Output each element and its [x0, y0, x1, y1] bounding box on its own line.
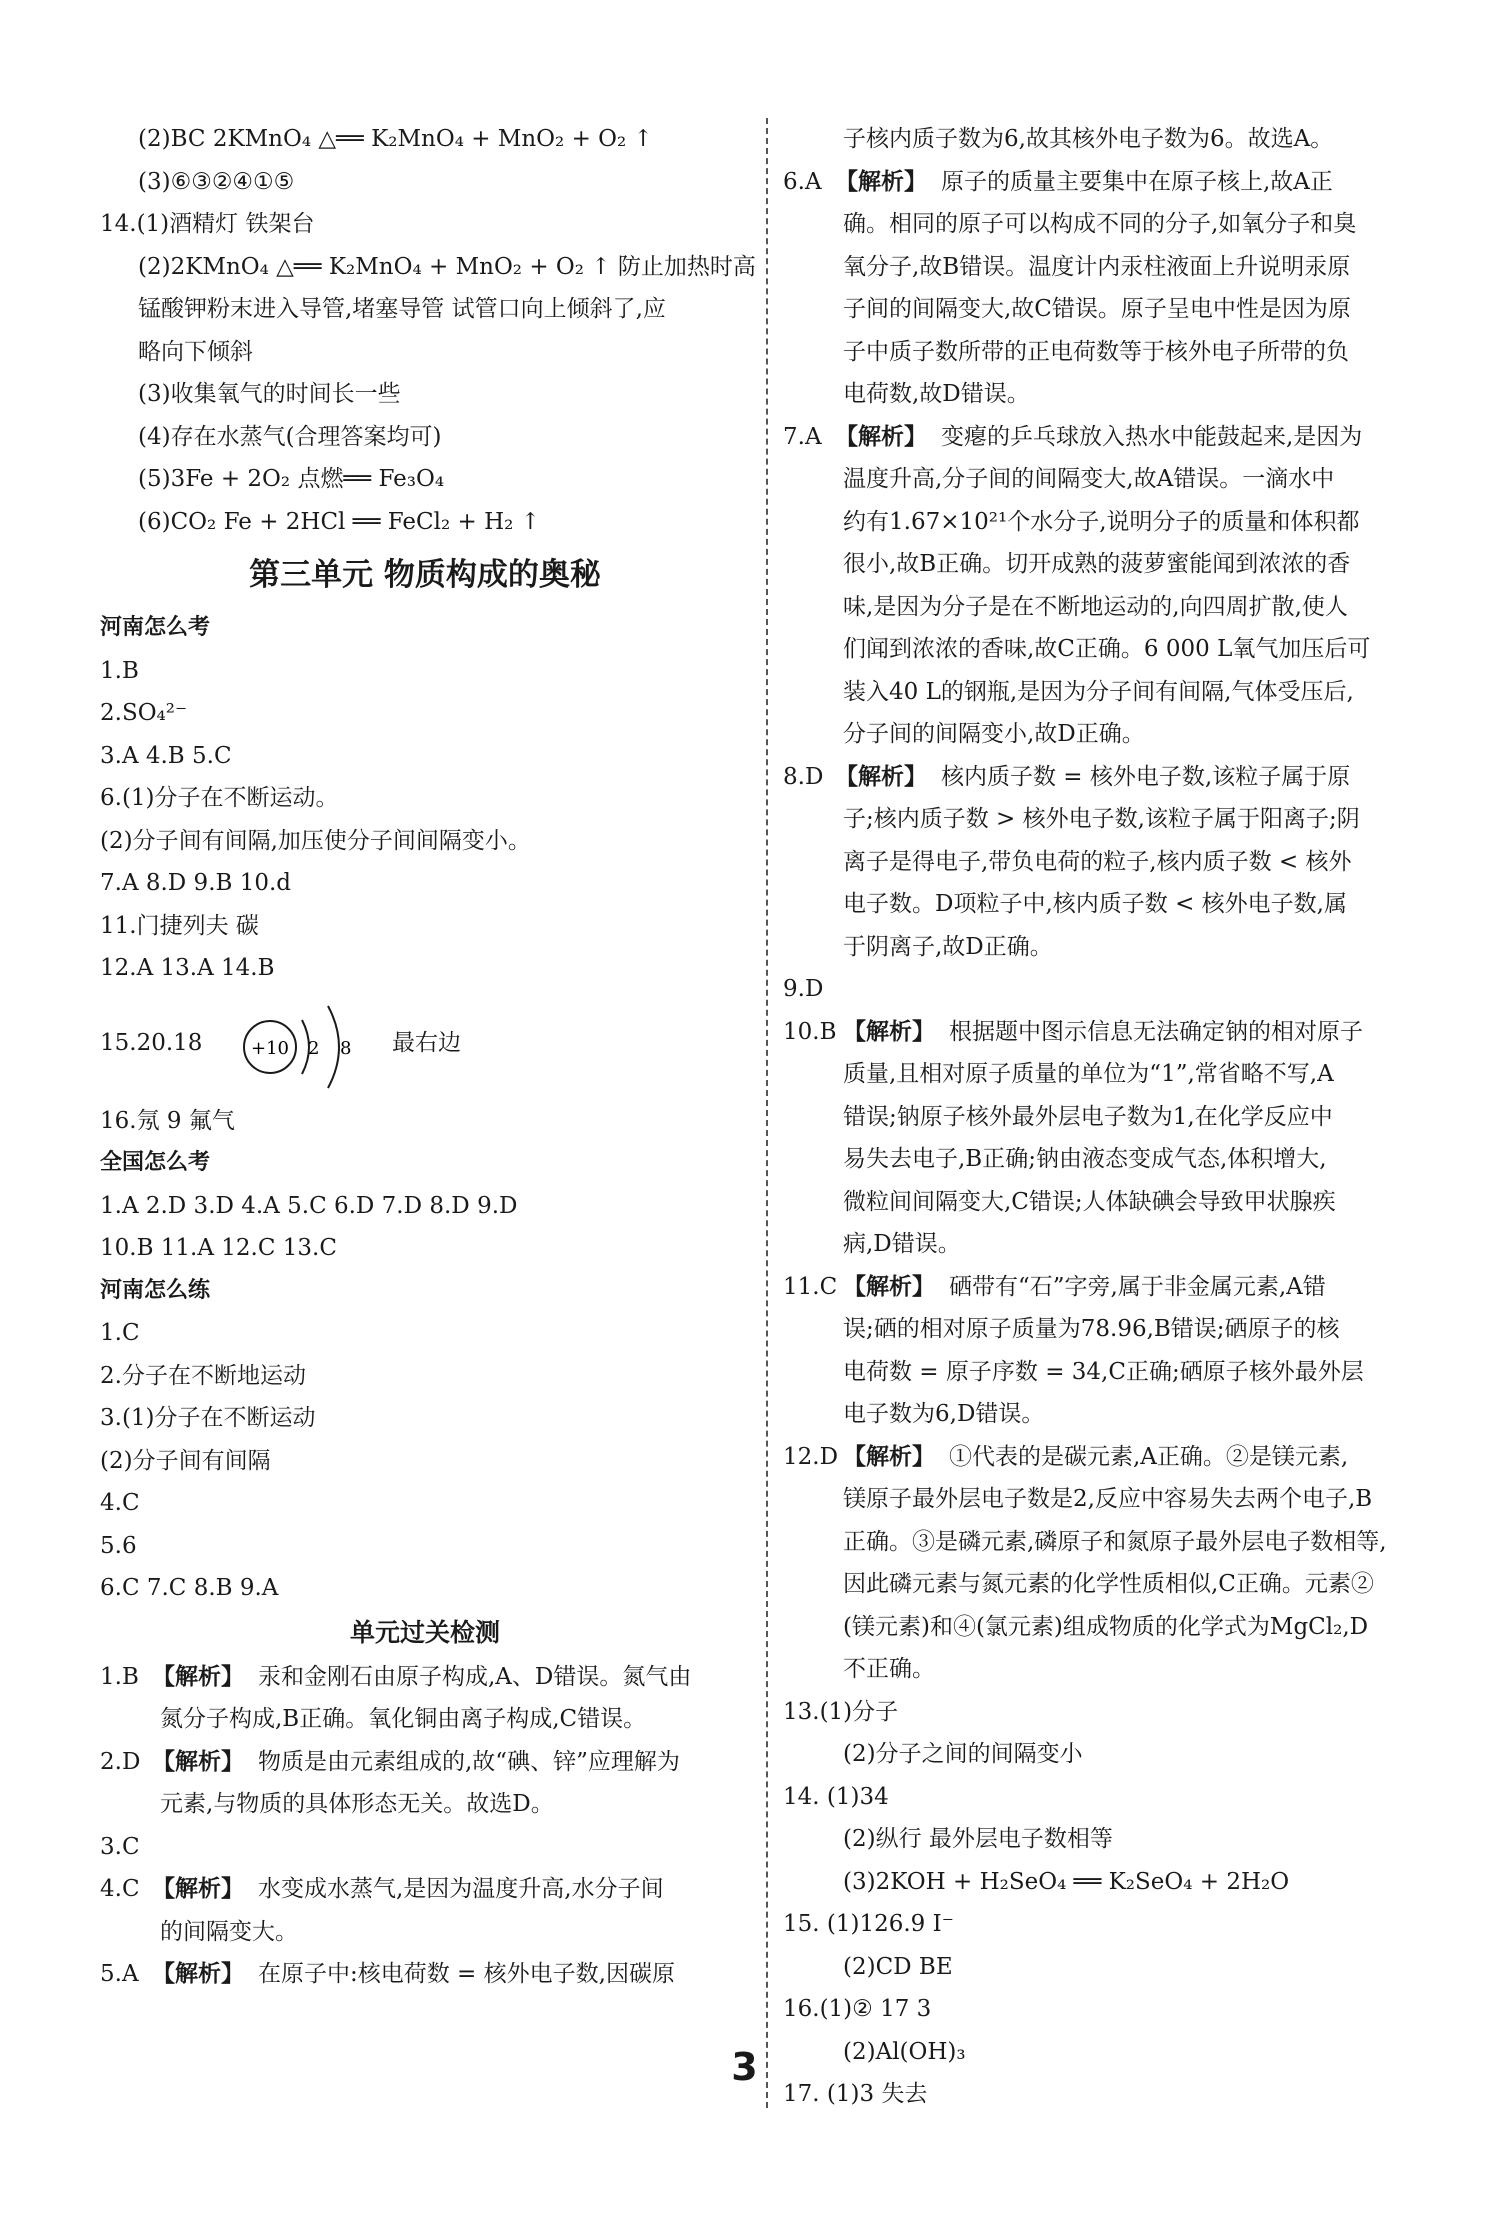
analysis-line: 镁原子最外层电子数是2,反应中容易失去两个电子,B	[843, 1486, 1373, 1512]
analysis-line: 微粒间间隔变大,C错误;人体缺碘会导致甲状腺疾	[843, 1188, 1336, 1215]
answer-line: (2)BC 2KMnO₄ △══ K₂MnO₄ + MnO₂ + O₂ ↑	[138, 126, 653, 152]
answer-line: (4)存在水蒸气(合理答案均可)	[138, 423, 442, 450]
answer-line: 3.A 4.B 5.C	[100, 742, 232, 769]
atom-nucleus: +10	[251, 1037, 289, 1059]
analysis-line: 正确。③是磷元素,磷原子和氮原子最外层电子数相等,	[843, 1528, 1387, 1555]
analysis-item: 1.B 【解析】 汞和金刚石由原子构成,A、D错误。氮气由	[100, 1663, 692, 1690]
analysis-line: 氧分子,故B错误。温度计内汞柱液面上升说明汞原	[843, 253, 1351, 280]
left-column	[100, 118, 756, 1996]
answer-line: 4.C	[100, 1490, 140, 1516]
answer-line: 6.C 7.C 8.B 9.A	[100, 1575, 279, 1601]
analysis-item: 2.D 【解析】 物质是由元素组成的,故“碘、锌”应理解为	[100, 1748, 680, 1775]
answer-line: 10.B 11.A 12.C 13.C	[100, 1235, 337, 1261]
analysis-item: 12.D 【解析】 ①代表的是碳元素,A正确。②是镁元素,	[783, 1443, 1349, 1470]
analysis-item: 11.C 【解析】 硒带有“石”字旁,属于非金属元素,A错	[783, 1273, 1326, 1300]
answer-line: 13.(1)分子	[783, 1698, 899, 1725]
answer-line: (3)收集氧气的时间长一些	[138, 381, 401, 407]
answer-line: 9.D	[783, 976, 824, 1002]
analysis-item: 7.A 【解析】 变瘪的乒乓球放入热水中能鼓起来,是因为	[783, 423, 1363, 450]
analysis-line: 子;核内质子数 > 核外电子数,该粒子属于阳离子;阴	[843, 806, 1360, 832]
analysis-line: 电荷数 = 原子序数 = 34,C正确;硒原子核外最外层	[843, 1358, 1364, 1385]
answer-line: (2)Al(OH)₃	[843, 2038, 966, 2065]
answer-line: 1.A 2.D 3.D 4.A 5.C 6.D 7.D 8.D 9.D	[100, 1192, 518, 1219]
analysis-line: 分子间的间隔变小,故D正确。	[843, 721, 1145, 747]
analysis-line: 质量,且相对原子质量的单位为“1”,常省略不写,A	[843, 1061, 1334, 1087]
analysis-line: 易失去电子,B正确;钠由液态变成气态,体积增大,	[843, 1146, 1327, 1172]
atom-shell-1: 2	[308, 1037, 320, 1059]
answer-text: 最右边	[392, 1029, 461, 1056]
section-title: 单元过关检测	[349, 1617, 500, 1647]
section-heading: 河南怎么考	[100, 615, 211, 640]
analysis-line: 们闻到浓浓的香味,故C正确。6 000 L氧气加压后可	[843, 636, 1371, 662]
answer-line: (2)分子间有间隔,加压使分子间间隔变小。	[100, 827, 531, 854]
atom-structure-answer	[100, 990, 750, 1100]
analysis-line: 子中质子数所带的正电荷数等于核外电子所带的负	[843, 338, 1349, 365]
analysis-line: 子核内质子数为6,故其核外电子数为6。故选A。	[843, 126, 1334, 152]
answer-line: 略向下倾斜	[138, 338, 253, 365]
answer-line: 12.A 13.A 14.B	[100, 955, 275, 981]
answer-line: 1.B	[100, 657, 139, 684]
analysis-line: 确。相同的原子可以构成不同的分子,如氧分子和臭	[843, 211, 1357, 237]
answer-line: (3)2KOH + H₂SeO₄ ══ K₂SeO₄ + 2H₂O	[843, 1868, 1290, 1895]
answer-line: 17. (1)3 失去	[783, 2081, 928, 2107]
answer-line: (2)2KMnO₄ △══ K₂MnO₄ + MnO₂ + O₂ ↑ 防止加热时高	[138, 253, 756, 280]
analysis-line: (镁元素)和④(氯元素)组成物质的化学式为MgCl₂,D	[843, 1613, 1369, 1640]
atom-diagram	[240, 1000, 370, 1095]
page-number: 3	[731, 2045, 758, 2089]
answer-line: (6)CO₂ Fe + 2HCl ══ FeCl₂ + H₂ ↑	[138, 508, 540, 535]
right-column	[783, 118, 1423, 2116]
answer-label: 15.20.18	[100, 1029, 203, 1056]
analysis-line: 很小,故B正确。切开成熟的菠萝蜜能闻到浓浓的香	[843, 551, 1351, 577]
analysis-line: 的间隔变大。	[160, 1918, 298, 1945]
answer-line: 3.(1)分子在不断运动	[100, 1405, 316, 1431]
answer-line: 2.分子在不断地运动	[100, 1362, 306, 1389]
analysis-line: 电荷数,故D错误。	[843, 381, 1030, 407]
analysis-line: 电子数。D项粒子中,核内质子数 < 核外电子数,属	[843, 891, 1347, 917]
analysis-line: 离子是得电子,带负电荷的粒子,核内质子数 < 核外	[843, 848, 1352, 875]
atom-shell-2: 8	[340, 1037, 352, 1059]
answer-line: 14. (1)34	[783, 1783, 889, 1810]
analysis-item: 4.C 【解析】 水变成水蒸气,是因为温度升高,水分子间	[100, 1876, 664, 1902]
analysis-item: 6.A 【解析】 原子的质量主要集中在原子核上,故A正	[783, 168, 1333, 195]
answer-line: 1.C	[100, 1320, 140, 1346]
answer-line: 14.(1)酒精灯 铁架台	[100, 211, 315, 237]
answer-line: 3.C	[100, 1833, 140, 1860]
column-divider	[766, 118, 768, 2108]
analysis-line: 不正确。	[843, 1656, 935, 1682]
analysis-line: 温度升高,分子间的间隔变大,故A错误。一滴水中	[843, 466, 1335, 492]
analysis-line: 于阴离子,故D正确。	[843, 933, 1053, 960]
answer-line: 15. (1)126.9 I⁻	[783, 1911, 954, 1937]
answer-line: 16.(1)② 17 3	[783, 1996, 932, 2022]
answer-line: (2)CD BE	[843, 1953, 953, 1980]
analysis-line: 子间的间隔变大,故C错误。原子呈电中性是因为原	[843, 296, 1351, 322]
analysis-line: 装入40 L的钢瓶,是因为分子间有间隔,气体受压后,	[843, 678, 1354, 705]
analysis-line: 病,D错误。	[843, 1231, 961, 1257]
answer-line: 6.(1)分子在不断运动。	[100, 785, 339, 811]
answer-line: 2.SO₄²⁻	[100, 700, 188, 726]
analysis-line: 约有1.67×10²¹个水分子,说明分子的质量和体积都	[843, 508, 1360, 535]
answer-line: 7.A 8.D 9.B 10.d	[100, 870, 292, 896]
answer-line: (2)纵行 最外层电子数相等	[843, 1826, 1113, 1852]
analysis-line: 因此磷元素与氮元素的化学性质相似,C正确。元素②	[843, 1571, 1374, 1597]
answer-line: 5.6	[100, 1532, 137, 1559]
answer-line: 锰酸钾粉末进入导管,堵塞导管 试管口向上倾斜了,应	[138, 296, 666, 322]
analysis-line: 氮分子构成,B正确。氧化铜由离子构成,C错误。	[160, 1706, 647, 1732]
answer-line: 16.氖 9 氟气	[100, 1107, 235, 1134]
section-heading: 河南怎么练	[100, 1277, 211, 1303]
analysis-line: 味,是因为分子是在不断地运动的,向四周扩散,使人	[843, 593, 1348, 620]
answer-line: (5)3Fe + 2O₂ 点燃══ Fe₃O₄	[138, 466, 445, 492]
unit-title: 第三单元 物质构成的奥秘	[249, 557, 601, 593]
section-heading: 全国怎么考	[100, 1150, 211, 1175]
analysis-line: 元素,与物质的具体形态无关。故选D。	[160, 1791, 554, 1817]
answer-line: (2)分子之间的间隔变小	[843, 1741, 1083, 1767]
answer-line: 11.门捷列夫 碳	[100, 912, 259, 939]
analysis-line: 电子数为6,D错误。	[843, 1401, 1045, 1427]
analysis-item: 8.D 【解析】 核内质子数 = 核外电子数,该粒子属于原	[783, 763, 1351, 790]
analysis-line: 错误;钠原子核外最外层电子数为1,在化学反应中	[843, 1103, 1333, 1130]
answer-line: (3)⑥③②④①⑤	[138, 168, 295, 195]
answer-line: (2)分子间有间隔	[100, 1447, 271, 1474]
analysis-item: 10.B 【解析】 根据题中图示信息无法确定钠的相对原子	[783, 1018, 1363, 1045]
analysis-line: 误;硒的相对原子质量为78.96,B错误;硒原子的核	[843, 1316, 1340, 1342]
analysis-item: 5.A 【解析】 在原子中:核电荷数 = 核外电子数,因碳原	[100, 1961, 675, 1987]
